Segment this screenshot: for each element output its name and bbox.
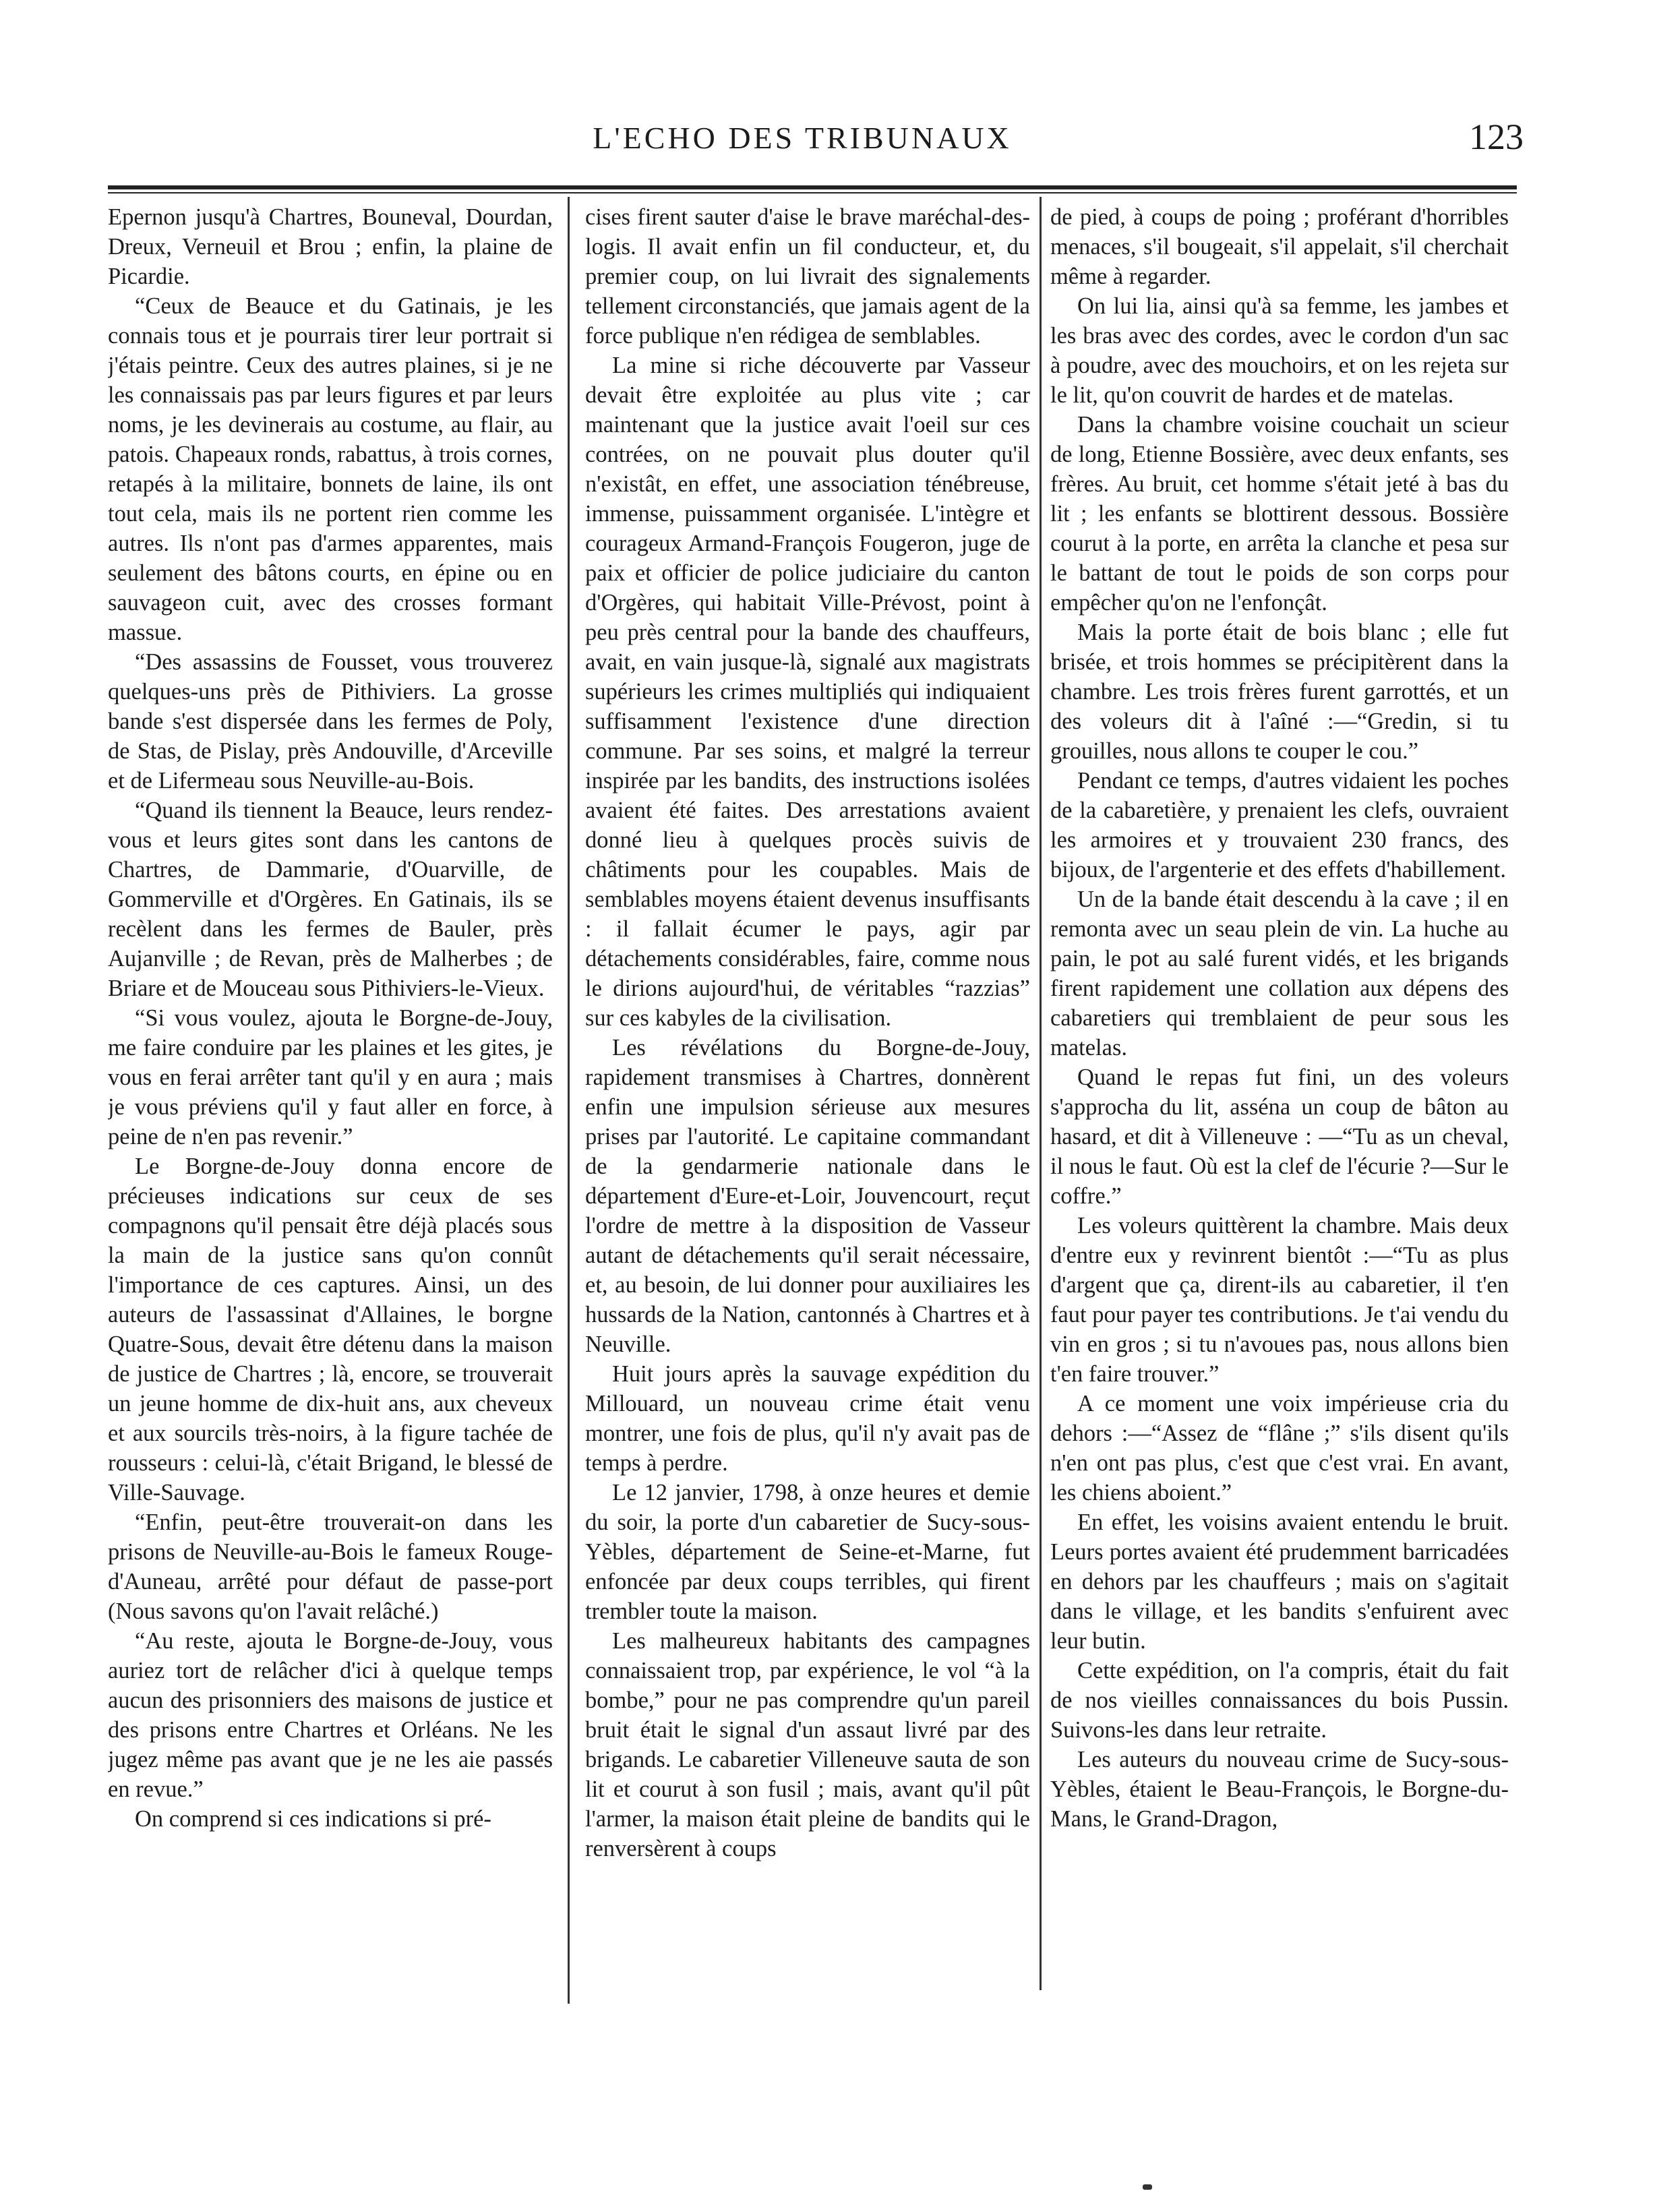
- text-column-1: [108, 202, 553, 2090]
- paragraph: Les voleurs quittèrent la chambre. Mais deux d'entre eux y revinrent bientôt :—“Tu as plus d'argent que ça, dirent-ils au cabaretier, il t'en faut pour payer tes contributions. Je t'ai vendu du vin en gros ; si tu n'avoues pas, nous allons bien t'en faire trouver.”: [1050, 1213, 1509, 1387]
- paragraph: On lui lia, ainsi qu'à sa femme, les jambes et les bras avec des cordes, avec le cordon d'un sac à poudre, avec des mouchoirs, et on les rejeta sur le lit, qu'on couvrit de hardes et de matelas.: [1050, 293, 1509, 408]
- paragraph: “Des assassins de Fousset, vous trouverez quelques-uns près de Pithiviers. La grosse bande s'est dispersée dans les fermes de Poly, de Stas, de Pislay, près Andouville, d'Arceville et de Lifermeau sous Neuville-au-Bois.: [108, 649, 553, 794]
- header-rule: [108, 185, 1517, 193]
- paragraph: Un de la bande était descendu à la cave ; il en remonta avec un seau plein de vin. La huche au pain, le pot au salé furent vidés, et les brigands firent rapidement une collation aux dépens des cabaretiers qui tremblaient de peur sous les matelas.: [1050, 887, 1509, 1060]
- paragraph: Les révélations du Borgne-de-Jouy, rapidement transmises à Chartres, donnèrent enfin une impulsion sérieuse aux mesures prises par l'autorité. Le capitaine commandant de la gendarmerie nationale dans le département d'Eure-et-Loir, Jouvencourt, reçut l'ordre de mettre à la disposition de Vasseur autant de détachements qu'il serait nécessaire, et, au besoin, de lui donner pour auxiliaires les hussards de la Nation, cantonnés à Chartres et à Neuville.: [585, 1035, 1030, 1357]
- paragraph: Dans la chambre voisine couchait un scieur de long, Etienne Bossière, avec deux enfants, ses frères. Au bruit, cet homme s'était jeté à bas du lit ; les enfants se blottirent dessous. Bossière courut à la porte, en arrêta la clanche et pesa sur le battant de tout le poids de son corps pour empêcher qu'on ne l'enfonçât.: [1050, 412, 1509, 616]
- ink-mark: [1143, 2184, 1152, 2190]
- paragraph: Le 12 janvier, 1798, à onze heures et demie du soir, la porte d'un cabaretier de Sucy-sous-Yèbles, département de Seine-et-Marne, fut enfoncée par deux coups terribles, qui firent trembler toute la maison.: [585, 1480, 1030, 1624]
- page-number: 123: [1469, 117, 1524, 157]
- text-column-3: [1050, 202, 1509, 2090]
- paragraph: Quand le repas fut fini, un des voleurs s'approcha du lit, asséna un coup de bâton au hasard, et dit à Villeneuve : —“Tu as un cheval, il nous le faut. Où est la clef de l'écurie ?—Sur le coffre.”: [1050, 1065, 1509, 1209]
- paragraph: A ce moment une voix impérieuse cria du dehors :—“Assez de “flâne ;” s'ils disent qu'ils n'en ont pas plus, c'est que c'est vrai. En avant, les chiens aboient.”: [1050, 1391, 1509, 1505]
- paragraph: de pied, à coups de poing ; proférant d'horribles menaces, s'il bougeait, s'il appelait, s'il cherchait même à regarder.: [1050, 204, 1509, 289]
- paragraph: Les auteurs du nouveau crime de Sucy-sous-Yèbles, étaient le Beau-François, le Borgne-du-Mans, le Grand-Dragon,: [1050, 1747, 1509, 1832]
- page-header: [81, 115, 1524, 175]
- journal-title: L'ECHO DES TRIBUNAUX: [593, 121, 1012, 155]
- paragraph: Epernon jusqu'à Chartres, Bouneval, Dourdan, Dreux, Verneuil et Brou ; enfin, la plaine de Picardie.: [108, 204, 553, 289]
- text-column-2: [585, 202, 1030, 2090]
- paragraph: En effet, les voisins avaient entendu le bruit. Leurs portes avaient été prudemment barricadées en dehors par les chauffeurs ; mais on s'agitait dans le village, et les bandits s'enfuirent avec leur butin.: [1050, 1509, 1509, 1654]
- paragraph: “Au reste, ajouta le Borgne-de-Jouy, vous auriez tort de relâcher d'ici à quelque temps aucun des prisonniers des maisons de justice et des prisons entre Chartres et Orléans. Ne les jugez même pas avant que je ne les aie passés en revue.”: [108, 1628, 553, 1802]
- paragraph: “Quand ils tiennent la Beauce, leurs rendez-vous et leurs gites sont dans les cantons de Chartres, de Dammarie, d'Ouarville, de Gommerville et d'Orgères. En Gatinais, ils se recèlent dans les fermes de Bauler, près Aujanville ; de Revan, près de Malherbes ; de Briare et de Mouceau sous Pithiviers-le-Vieux.: [108, 798, 553, 1001]
- paragraph: On comprend si ces indications si pré-: [135, 1806, 491, 1832]
- paragraph: Cette expédition, on l'a compris, était du fait de nos vieilles connaissances du bois Pussin. Suivons-les dans leur retraite.: [1050, 1658, 1509, 1743]
- paragraph: Les malheureux habitants des campagnes connaissaient trop, par expérience, le vol “à la bombe,” pour ne pas comprendre qu'un pareil bruit était le signal d'un assaut livré par des brigands. Le cabaretier Villeneuve sauta de son lit et courut à son fusil ; mais, avant qu'il pût l'armer, la maison était pleine de bandits qui le renversèrent à coups: [585, 1628, 1030, 1861]
- paragraph: Mais la porte était de bois blanc ; elle fut brisée, et trois hommes se précipitèrent dans la chambre. Les trois frères furent garrottés, et un des voleurs dit à l'aîné :—“Gredin, si tu grouilles, nous allons te couper le cou.”: [1050, 620, 1509, 764]
- column-divider: [568, 197, 570, 2004]
- paragraph: Pendant ce temps, d'autres vidaient les poches de la cabaretière, y prenaient les clefs, ouvraient les armoires et y trouvaient 230 francs, des bijoux, de l'argenterie et des effets d'habillement.: [1050, 768, 1509, 883]
- paragraph: Le Borgne-de-Jouy donna encore de précieuses indications sur ceux de ses compagnons qu'il pensait être déjà placés sous la main de la justice sans qu'on connût l'importance de ces captures. Ainsi, un des auteurs de l'assassinat d'Allaines, le borgne Quatre-Sous, devait être détenu dans la maison de justice de Chartres ; là, encore, se trouverait un jeune homme de dix-huit ans, aux cheveux et aux sourcils très-noirs, à la figure tachée de rousseurs : celui-là, c'était Brigand, le blessé de Ville-Sauvage.: [108, 1154, 553, 1505]
- paragraph: La mine si riche découverte par Vasseur devait être exploitée au plus vite ; car maintenant que la justice avait l'oeil sur ces contrées, on ne pouvait plus douter qu'il n'existât, en effet, une association ténébreuse, immense, puissamment organisée. L'intègre et courageux Armand-François Fougeron, juge de paix et officier de police judiciaire du canton d'Orgères, qui habitait Ville-Prévost, point à peu près central pour la bande des chauffeurs, avait, en vain jusque-là, signalé aux magistrats supérieurs les crimes multipliés qui indiquaient suffisamment l'existence d'une direction commune. Par ses soins, et malgré la terreur inspirée par les bandits, des instructions isolées avaient été faites. Des arrestations avaient donné lieu à quelques procès suivis de châtiments pour les coupables. Mais de semblables moyens étaient devenus insuffisants : il fallait écumer le pays, agir par détachements considérables, faire, comme nous le dirions aujourd'hui, de véritables “razzias” sur ces kabyles de la civilisation.: [585, 353, 1030, 1031]
- paragraph: cises firent sauter d'aise le brave maréchal-des-logis. Il avait enfin un fil conducteur, et, du premier coup, on lui livrait des signalements tellement circonstanciés, que jamais agent de la force publique n'en rédigea de semblables.: [585, 204, 1030, 349]
- paragraph: Huit jours après la sauvage expédition du Millouard, un nouveau crime était venu montrer, une fois de plus, qu'il n'y avait pas de temps à perdre.: [585, 1361, 1030, 1476]
- column-divider: [1040, 197, 1042, 1990]
- paragraph: “Si vous voulez, ajouta le Borgne-de-Jouy, me faire conduire par les plaines et les gites, je vous en ferai arrêter tant qu'il y en aura ; mais je vous préviens qu'il y faut aller en force, à peine de n'en pas revenir.”: [108, 1005, 553, 1149]
- paragraph: “Ceux de Beauce et du Gatinais, je les connais tous et je pourrais tirer leur portrait si j'étais peintre. Ceux des autres plaines, si je ne les connaissais pas par leurs figures et par leurs noms, je les devinerais au costume, au flair, au patois. Chapeaux ronds, rabattus, à trois cornes, retapés à la militaire, bonnets de laine, ils ont tout cela, mais ils ne portent rien comme les autres. Ils n'ont pas d'armes apparentes, mais seulement des bâtons courts, en épine ou en sauvageon cuit, avec des crosses formant massue.: [108, 293, 553, 645]
- paragraph: “Enfin, peut-être trouverait-on dans les prisons de Neuville-au-Bois le fameux Rouge-d'Auneau, arrêté pour défaut de passe-port (Nous savons qu'on l'avait relâché.): [108, 1509, 553, 1624]
